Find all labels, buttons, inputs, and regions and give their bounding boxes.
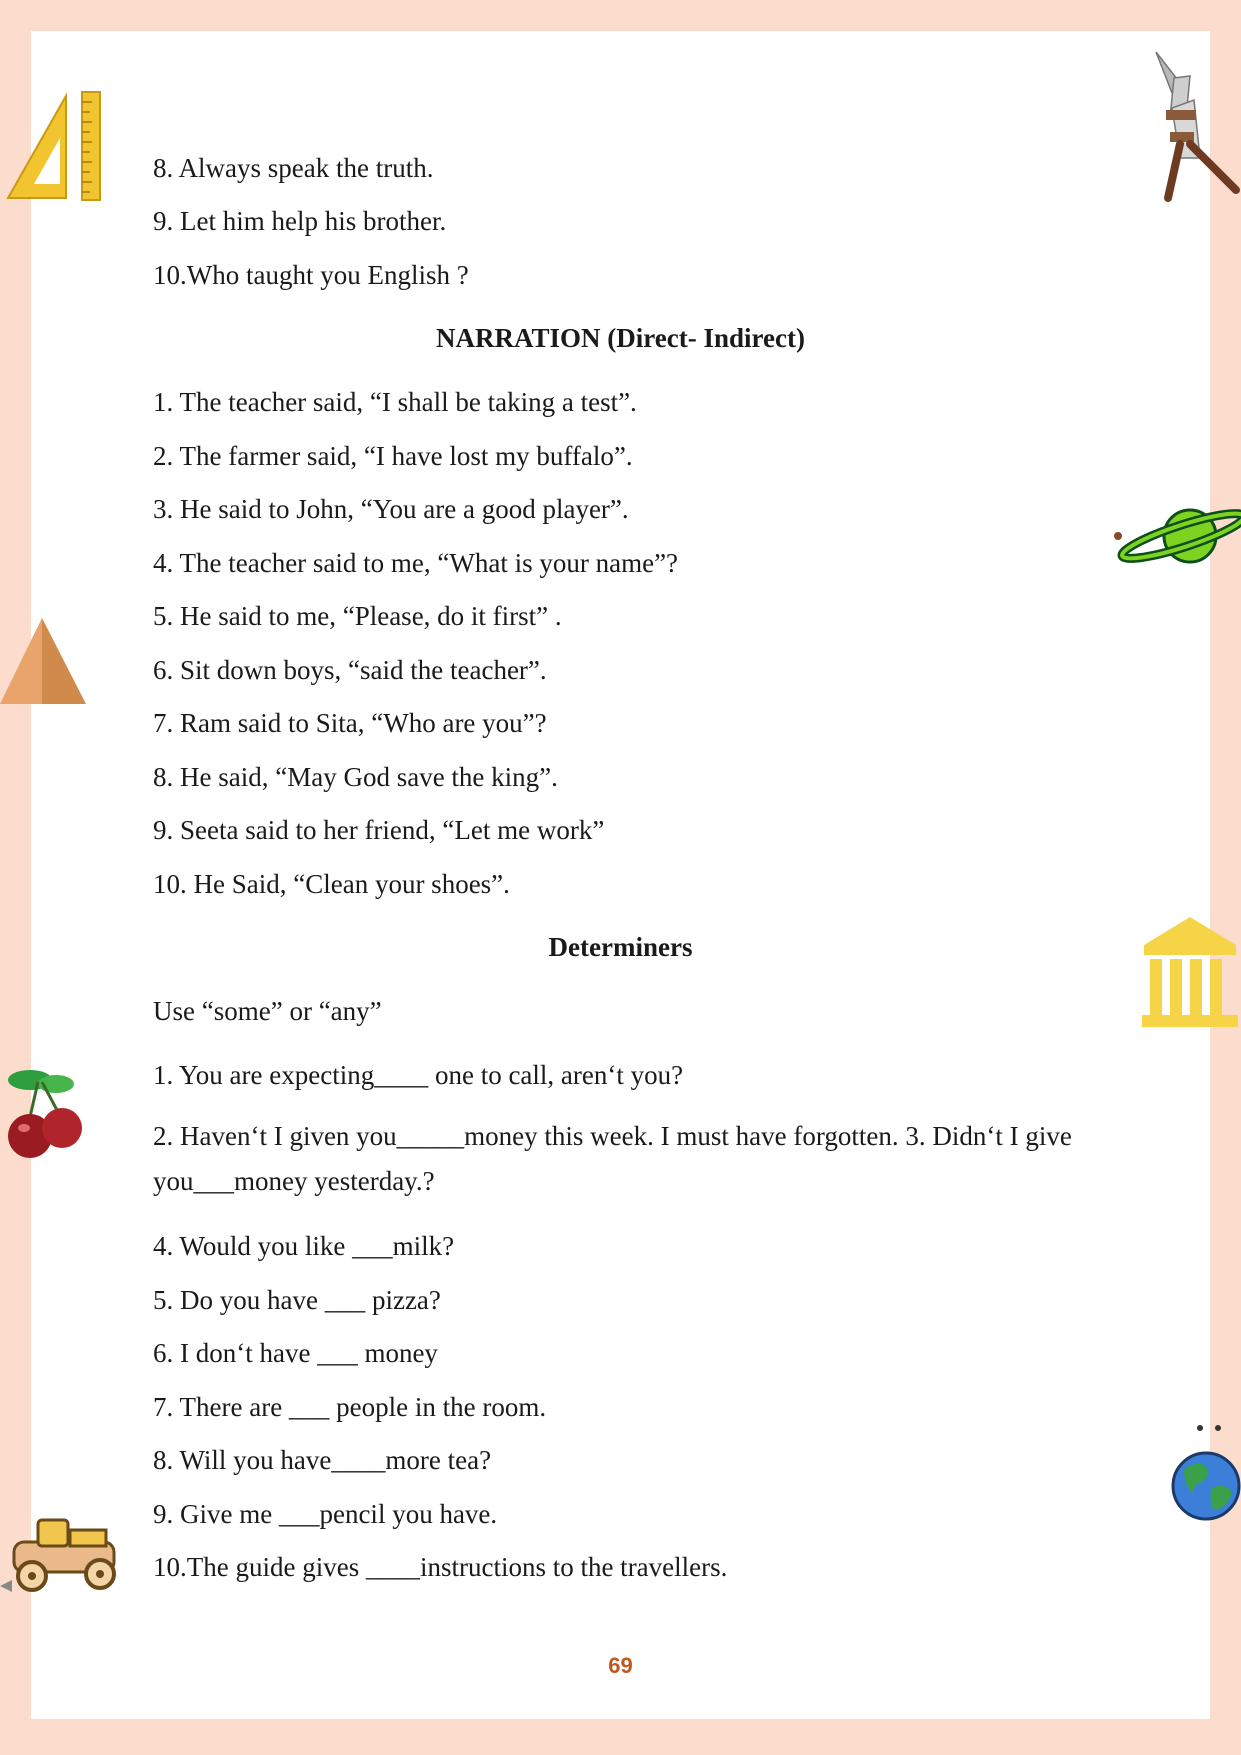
earth-globe-icon — [1166, 1422, 1241, 1524]
determiners-item-2-3: 2. Haven‘t I given you_____money this week. I must have forgotten. 3. Didn‘t I give you___money yesterday.? — [153, 1121, 1072, 1196]
pyramid-icon — [0, 616, 88, 706]
determiners-heading: Determiners — [548, 932, 693, 962]
page-number: 69 — [608, 1653, 633, 1678]
set-square-ruler-icon — [4, 88, 104, 203]
determiners-item-10: 10.The guide gives ____instructions to the travellers. — [153, 1552, 728, 1582]
narration-heading: NARRATION (Direct- Indirect) — [436, 323, 805, 353]
exercise-item-9: 9. Let him help his brother. — [153, 206, 447, 236]
determiners-item-5: 5. Do you have ___ pizza? — [153, 1285, 441, 1315]
narration-item-3: 3. He said to John, “You are a good player”. — [153, 494, 629, 524]
narration-item-7: 7. Ram said to Sita, “Who are you”? — [153, 708, 547, 738]
narration-item-9: 9. Seeta said to her friend, “Let me work” — [153, 815, 605, 845]
pliers-tool-icon — [1150, 48, 1240, 203]
determiners-item-9: 9. Give me ___pencil you have. — [153, 1499, 498, 1529]
toy-car-icon — [0, 1502, 128, 1600]
narration-item-2: 2. The farmer said, “I have lost my buffalo”. — [153, 441, 633, 471]
narration-item-1: 1. The teacher said, “I shall be taking a test”. — [153, 387, 637, 417]
exercise-item-10: 10.Who taught you English ? — [153, 260, 469, 290]
determiners-item-6: 6. I don‘t have ___ money — [153, 1338, 438, 1368]
determiners-item-4: 4. Would you like ___milk? — [153, 1231, 455, 1261]
narration-item-6: 6. Sit down boys, “said the teacher”. — [153, 655, 547, 685]
cherries-icon — [2, 1062, 87, 1167]
narration-item-10: 10. He Said, “Clean your shoes”. — [153, 869, 510, 899]
determiners-item-1: 1. You are expecting____ one to call, aren‘t you? — [153, 1060, 684, 1090]
narration-item-4: 4. The teacher said to me, “What is your name”? — [153, 548, 679, 578]
narration-item-8: 8. He said, “May God save the king”. — [153, 762, 558, 792]
determiners-instruction: Use “some” or “any” — [153, 996, 382, 1026]
saturn-planet-icon — [1108, 498, 1241, 568]
determiners-item-7: 7. There are ___ people in the room. — [153, 1392, 547, 1422]
narration-item-5: 5. He said to me, “Please, do it first” . — [153, 601, 562, 631]
determiners-item-8: 8. Will you have____more tea? — [153, 1445, 492, 1475]
exercise-item-8: 8. Always speak the truth. — [153, 153, 434, 183]
